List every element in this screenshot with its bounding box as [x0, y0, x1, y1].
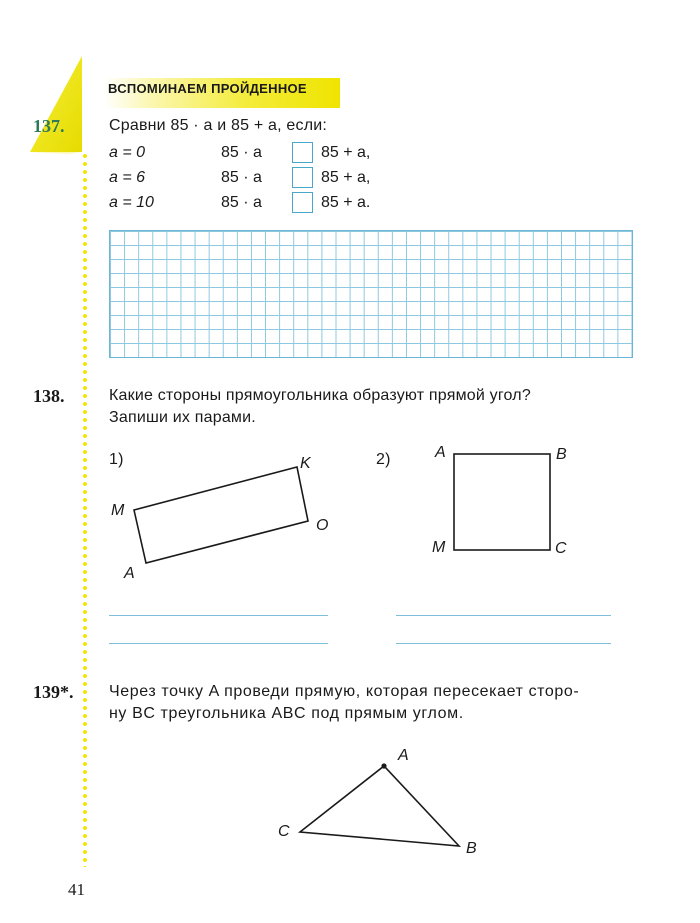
- vertex-label: C: [555, 540, 567, 557]
- row-left-expr: 85 · a: [221, 194, 262, 211]
- vertex-label: M: [111, 502, 125, 519]
- task-139-line-1: Через точку A проведи прямую, которая пересекает сторо-: [109, 683, 580, 700]
- figure-1-label: 1): [109, 451, 124, 468]
- prompt-text: Сравни 85 · a и 85 + a, если:: [109, 117, 328, 134]
- vertex-label: O: [316, 517, 329, 534]
- task-138-line-2: Запиши их парами.: [109, 409, 256, 426]
- vertex-label: A: [124, 565, 135, 582]
- vertex-label: M: [432, 539, 446, 556]
- vertex-label: K: [300, 455, 311, 472]
- row-condition: a = 10: [109, 194, 154, 211]
- section-title: ВСПОМИНАЕМ ПРОЙДЕННОЕ: [108, 81, 307, 96]
- task-138-number: 138.: [33, 386, 65, 406]
- row-condition: a = 0: [109, 144, 146, 161]
- vertex-label: B: [556, 446, 567, 463]
- task-139-number: 139*.: [33, 682, 74, 702]
- page-number: 41: [68, 880, 85, 899]
- task-138-line-1: Какие стороны прямоугольника образуют прямой угол?: [109, 387, 531, 404]
- row-left-expr: 85 · a: [221, 169, 262, 186]
- vertex-label: A: [398, 747, 409, 764]
- row-right-expr: 85 + a,: [321, 169, 371, 186]
- vertex-label: B: [466, 840, 477, 857]
- task-139-line-2: ну BC треугольника ABC под прямым углом.: [109, 705, 464, 722]
- row-right-expr: 85 + a.: [321, 194, 371, 211]
- row-condition: a = 6: [109, 169, 146, 186]
- vertex-label: A: [435, 444, 446, 461]
- figure-2-label: 2): [376, 451, 391, 468]
- vertex-label: C: [278, 823, 290, 840]
- task-137-number: 137.: [33, 116, 65, 136]
- row-left-expr: 85 · a: [221, 144, 262, 161]
- row-right-expr: 85 + a,: [321, 144, 371, 161]
